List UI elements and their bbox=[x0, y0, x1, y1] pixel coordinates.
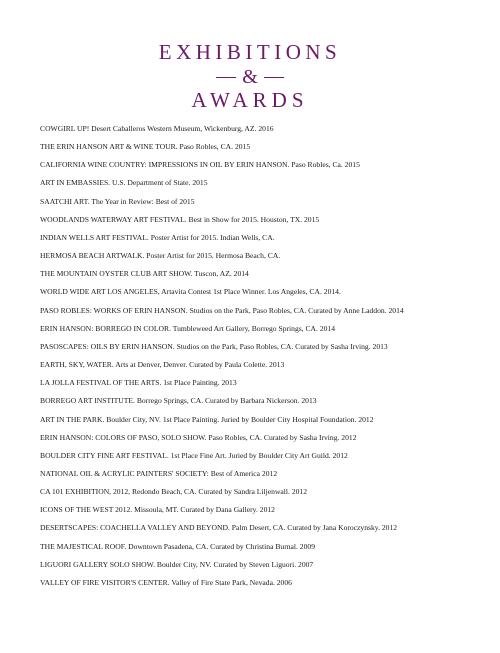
list-item: PASO ROBLES: WORKS OF ERIN HANSON. Studios on the Park, Paso Robles, CA. Curated by Anne Laddon. 2014 bbox=[40, 305, 404, 315]
list-item: THE MAJESTICAL ROOF. Downtown Pasadena, CA. Curated by Christina Burnal. 2009 bbox=[40, 541, 315, 551]
exhibitions-list bbox=[40, 120, 480, 592]
list-item: ERIN HANSON: COLORS OF PASO, SOLO SHOW. Paso Robles, CA. Curated by Sasha Irving. 2012 bbox=[40, 432, 357, 442]
list-item: VALLEY OF FIRE VISITOR'S CENTER. Valley of Fire State Park, Nevada. 2006 bbox=[40, 577, 292, 587]
list-item: ART IN THE PARK. Boulder City, NV. 1st Place Painting. Juried by Boulder City Hospital Foundation. 2012 bbox=[40, 414, 374, 424]
left-divider bbox=[216, 77, 236, 78]
list-item: WOODLANDS WATERWAY ART FESTIVAL. Best in Show for 2015. Houston, TX. 2015 bbox=[40, 214, 320, 224]
list-item: SAATCHI ART. The Year in Review: Best of 2015 bbox=[40, 196, 195, 206]
list-item: LIGUORI GALLERY SOLO SHOW. Boulder City, NV. Curated by Steven Liguori. 2007 bbox=[40, 559, 314, 569]
list-item: ICONS OF THE WEST 2012. Missoula, MT. Curated by Dana Gallery. 2012 bbox=[40, 505, 275, 515]
list-item: BOULDER CITY FINE ART FESTIVAL. 1st Place Fine Art. Juried by Boulder City Art Guild. 2012 bbox=[40, 450, 348, 460]
title-ampersand-row bbox=[0, 66, 500, 88]
page-title-awards: AWARDS bbox=[191, 88, 309, 112]
list-item: PASOSCAPES: OILS BY ERIN HANSON. Studios on the Park, Paso Robles, CA. Curated by Sasha Irving. 2013 bbox=[40, 341, 388, 351]
list-item: INDIAN WELLS ART FESTIVAL. Poster Artist for 2015. Indian Wells, CA. bbox=[40, 232, 275, 242]
list-item: HERMOSA BEACH ARTWALK. Poster Artist for 2015. Hermosa Beach, CA. bbox=[40, 251, 281, 261]
list-item: THE ERIN HANSON ART & WINE TOUR. Paso Robles, CA. 2015 bbox=[40, 142, 251, 152]
list-item: COWGIRL UP! Desert Caballeros Western Museum, Wickenburg, AZ. 2016 bbox=[40, 124, 274, 133]
list-item: WORLD WIDE ART LOS ANGELES, Artavita Contest 1st Place Winner. Los Angeles, CA. 2014. bbox=[40, 287, 341, 297]
list-item: CALIFORNIA WINE COUNTRY: IMPRESSIONS IN OIL BY ERIN HANSON. Paso Robles, Ca. 2015 bbox=[40, 160, 360, 170]
list-item: ERIN HANSON: BORREGO IN COLOR. Tumbleweed Art Gallery, Borrego Springs, CA. 2014 bbox=[40, 323, 336, 333]
right-divider bbox=[264, 77, 284, 78]
list-item: BORREGO ART INSTITUTE. Borrego Springs, CA. Curated by Barbara Nickerson. 2013 bbox=[40, 396, 317, 406]
title-ampersand: & bbox=[242, 66, 258, 88]
list-item: NATIONAL OIL & ACRYLIC PAINTERS' SOCIETY: Best of America 2012 bbox=[40, 468, 278, 478]
list-item: DESERTSCAPES: COACHELLA VALLEY AND BEYOND. Palm Desert, CA. Curated by Jana Koroczynsky. 2012 bbox=[40, 523, 398, 533]
list-item: ART IN EMBASSIES. U.S. Department of State. 2015 bbox=[40, 178, 208, 188]
list-item: THE MOUNTAIN OYSTER CLUB ART SHOW. Tuscon, AZ. 2014 bbox=[40, 269, 249, 279]
list-item: LA JOLLA FESTIVAL OF THE ARTS. 1st Place Painting. 2013 bbox=[40, 378, 237, 388]
list-item: CA 101 EXHIBITION, 2012, Redondo Beach, CA. Curated by Sandra Liljenwall. 2012 bbox=[40, 487, 308, 497]
list-item: EARTH, SKY, WATER. Arts at Denver, Denver. Curated by Paula Colette. 2013 bbox=[40, 360, 285, 370]
page-title-exhibitions: EXHIBITIONS bbox=[158, 40, 342, 64]
